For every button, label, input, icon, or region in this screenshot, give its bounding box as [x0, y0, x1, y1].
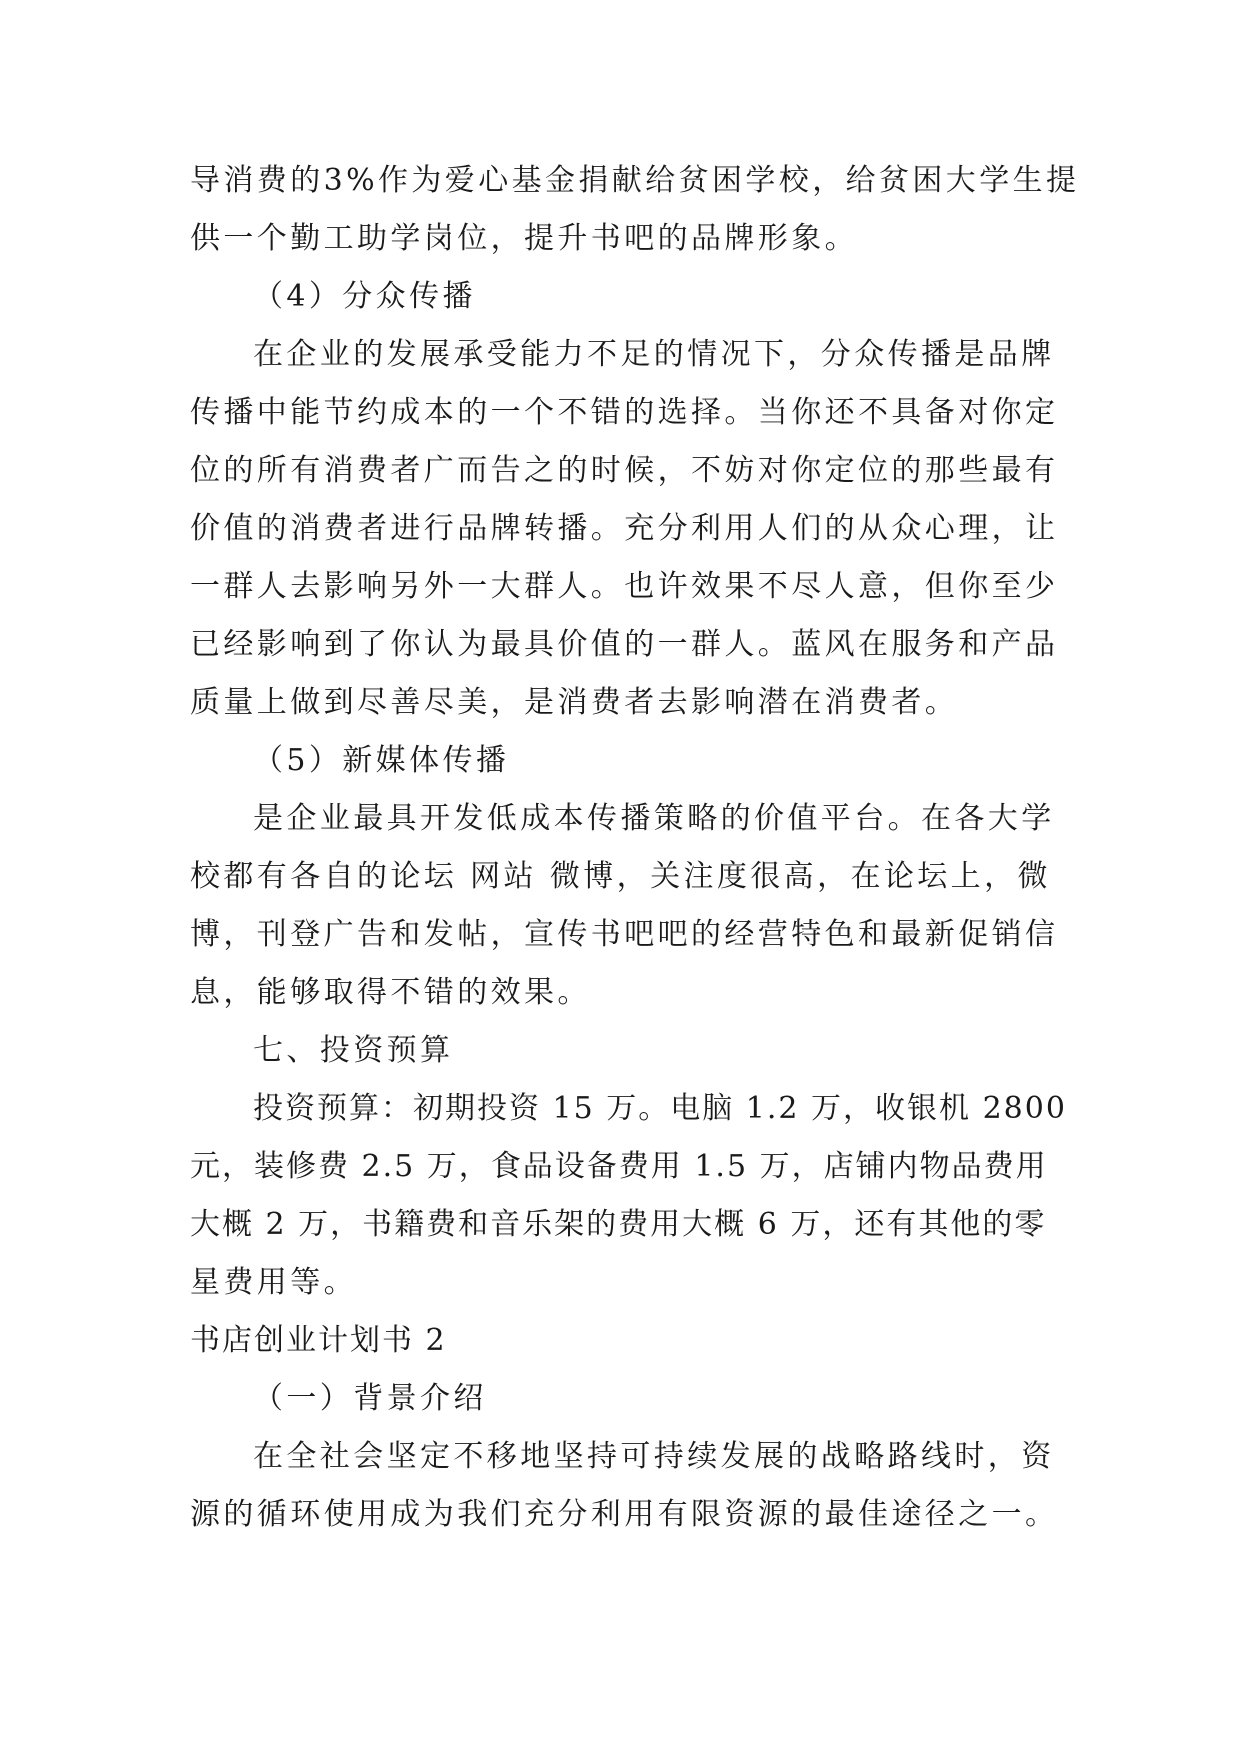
- text-line: 位的所有消费者广而告之的时候，不妨对你定位的那些最有: [190, 453, 1059, 488]
- document-subtitle: 书店创业计划书 2: [190, 1323, 447, 1358]
- section-heading: 七、投资预算: [253, 1033, 454, 1068]
- text-line: 校都有各自的论坛 网站 微博，关注度很高，在论坛上，微: [190, 859, 1051, 894]
- text-line: 质量上做到尽善尽美，是消费者去影响潜在消费者。: [190, 685, 959, 720]
- text-line: 元，装修费 2.5 万，食品设备费用 1.5 万，店铺内物品费用: [190, 1149, 1048, 1184]
- text-line: 供一个勤工助学岗位，提升书吧的品牌形象。: [190, 221, 858, 256]
- text-line: 源的循环使用成为我们充分利用有限资源的最佳途径之一。: [190, 1497, 1059, 1532]
- text-line: 已经影响到了你认为最具价值的一群人。蓝风在服务和产品: [190, 627, 1059, 662]
- paragraph-start: 投资预算：初期投资 15 万。电脑 1.2 万，收银机 2800: [253, 1091, 1067, 1126]
- document-body: [190, 152, 1080, 1544]
- text-line: 息，能够取得不错的效果。: [190, 975, 591, 1010]
- text-line: 价值的消费者进行品牌转播。充分利用人们的从众心理，让: [190, 511, 1059, 546]
- text-line: 传播中能节约成本的一个不错的选择。当你还不具备对你定: [190, 395, 1059, 430]
- text-line: 星费用等。: [190, 1265, 357, 1300]
- section-heading: （一）背景介绍: [253, 1381, 487, 1416]
- paragraph-start: 在企业的发展承受能力不足的情况下，分众传播是品牌: [253, 337, 1055, 372]
- text-line: 一群人去影响另外一大群人。也许效果不尽人意，但你至少: [190, 569, 1059, 604]
- section-heading: （5）新媒体传播: [253, 743, 510, 778]
- text-line: 导消费的3%作为爱心基金捐献给贫困学校，给贫困大学生提: [190, 163, 1080, 198]
- paragraph-start: 在全社会坚定不移地坚持可持续发展的战略路线时，资: [253, 1439, 1055, 1474]
- section-heading: （4）分众传播: [253, 279, 476, 314]
- paragraph-start: 是企业最具开发低成本传播策略的价值平台。在各大学: [253, 801, 1055, 836]
- text-line: 大概 2 万，书籍费和音乐架的费用大概 6 万，还有其他的零: [190, 1207, 1047, 1242]
- text-line: 博，刊登广告和发帖，宣传书吧吧的经营特色和最新促销信: [190, 917, 1059, 952]
